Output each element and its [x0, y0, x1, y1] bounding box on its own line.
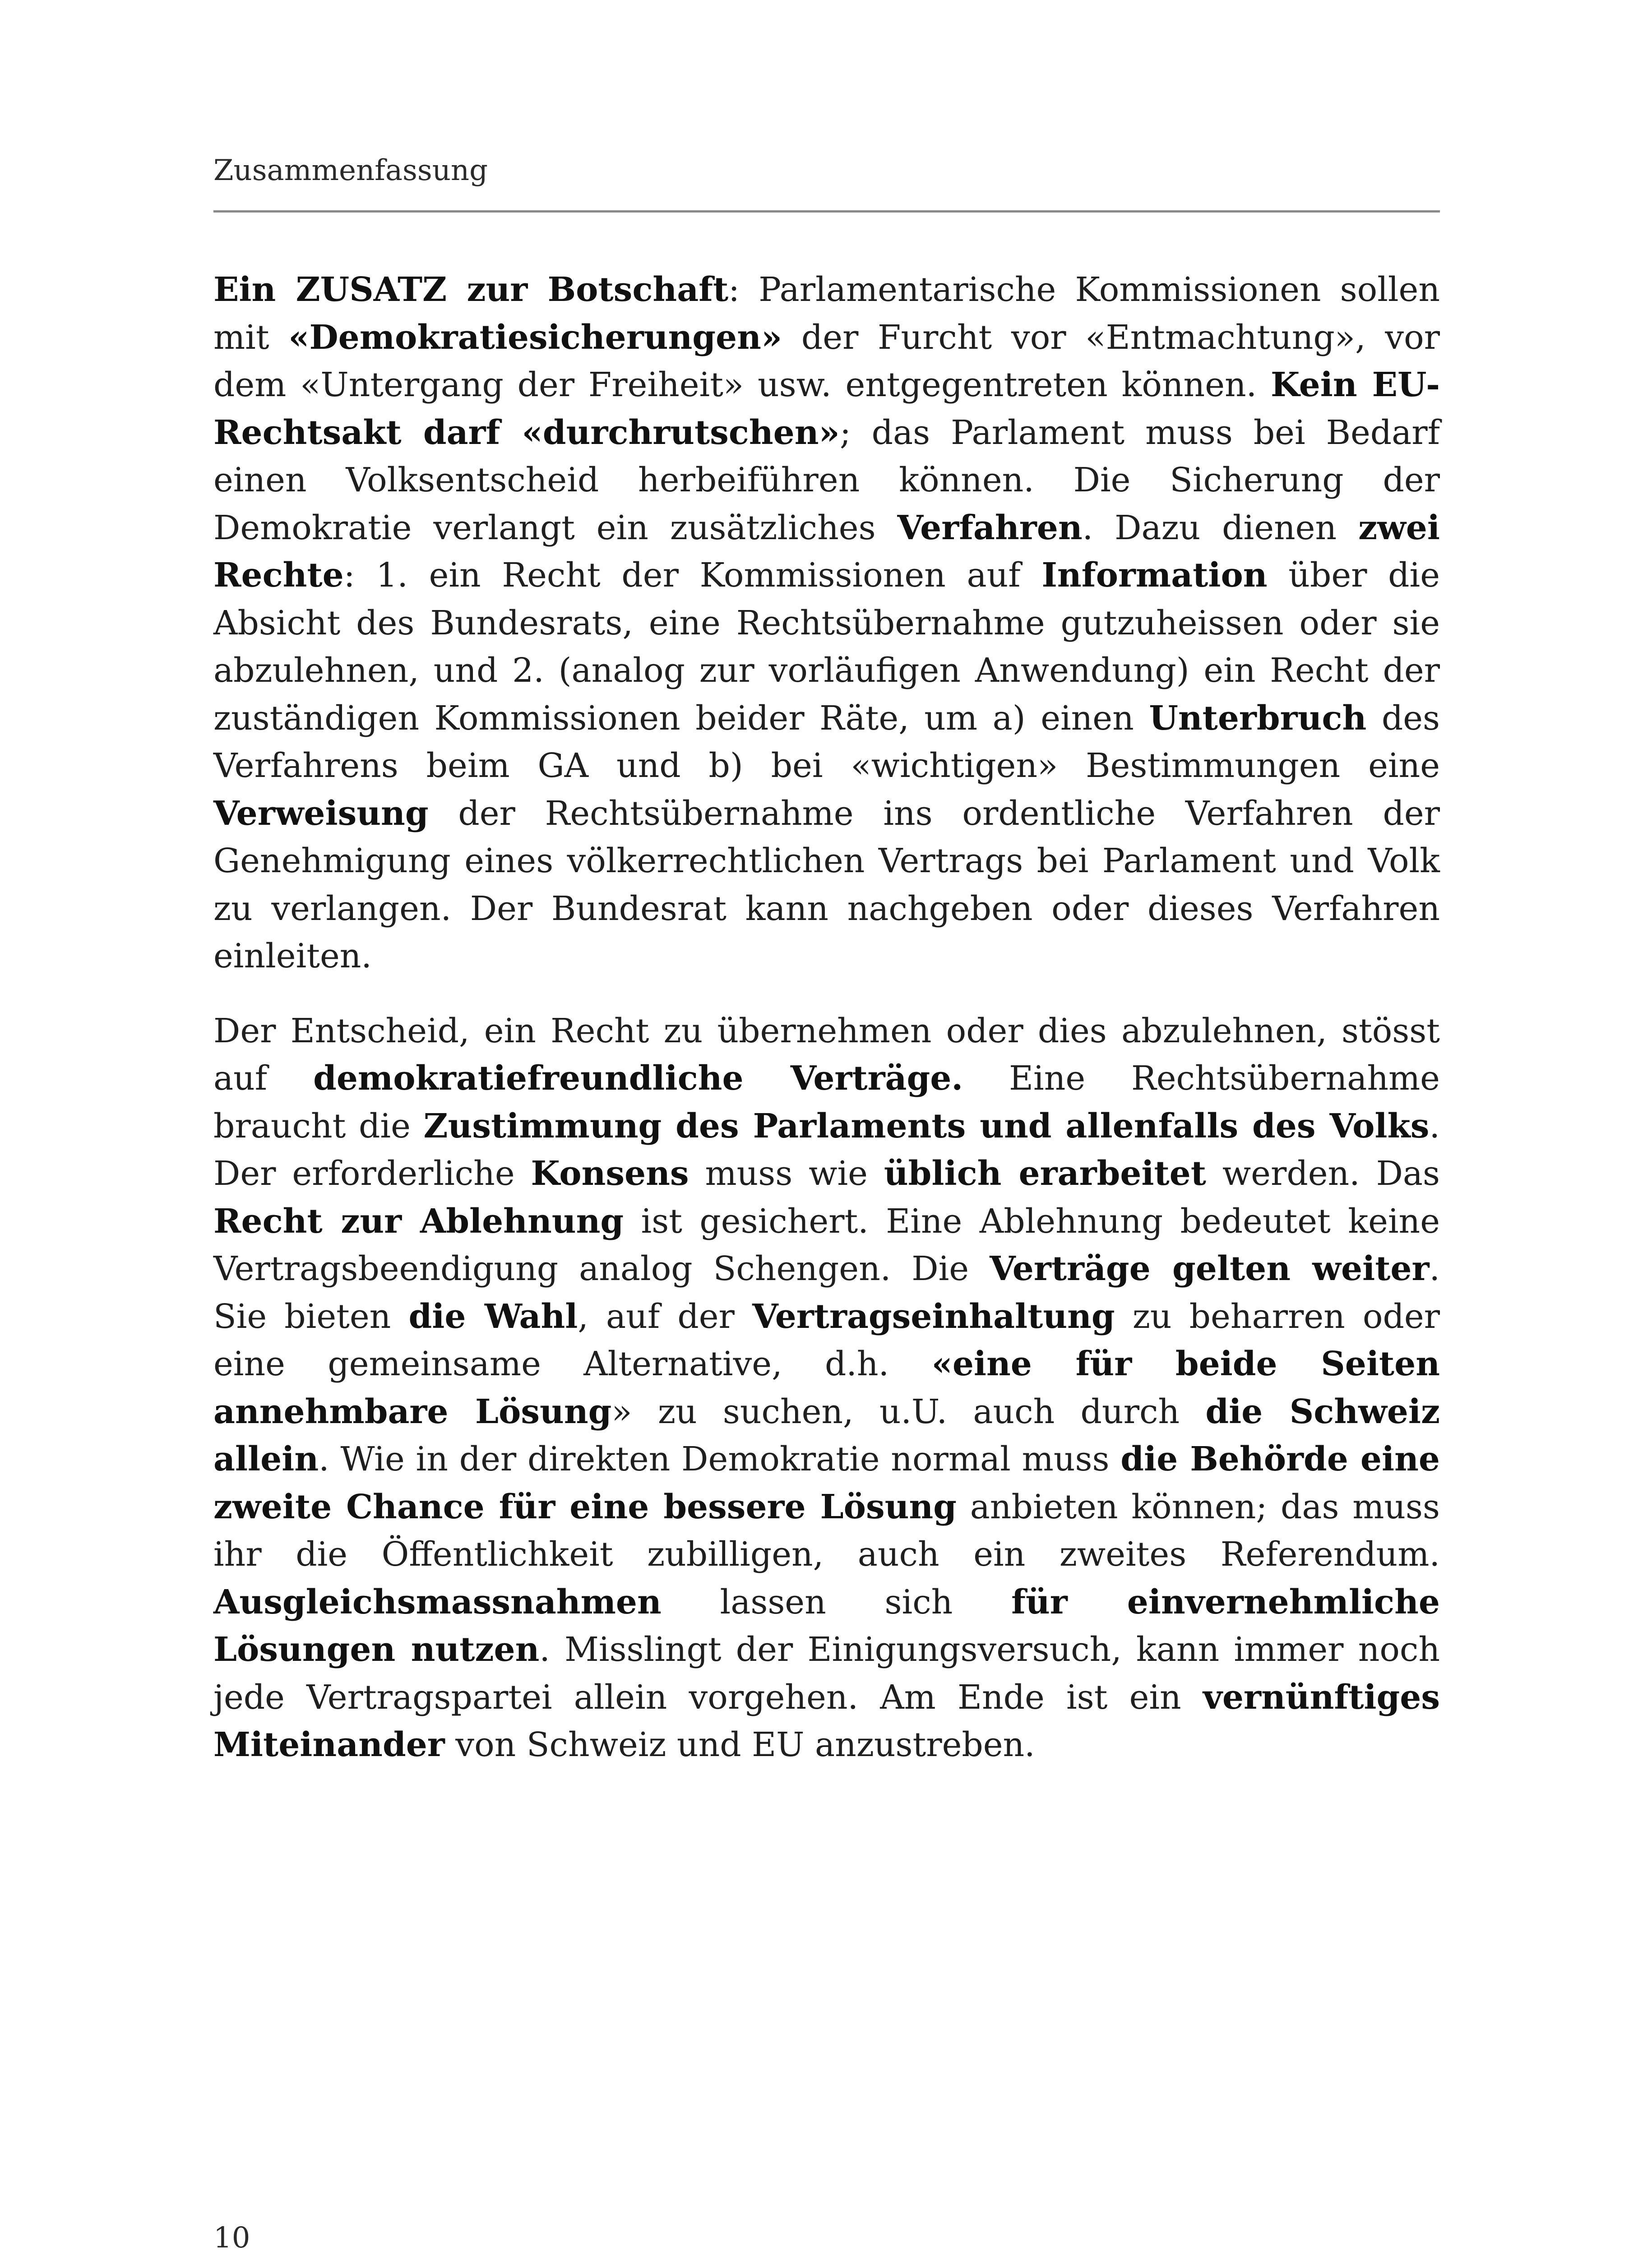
bold-text-run: üblich erarbeitet	[884, 1154, 1206, 1193]
text-run: muss wie	[689, 1154, 884, 1193]
bold-text-run: Verträge gelten weiter	[990, 1249, 1430, 1288]
paragraph-2	[213, 1008, 1440, 1769]
bold-text-run: für einvernehmliche Lösungen nutzen	[213, 1582, 1440, 1669]
text-run: ; das Parlament muss bei Bedarf einen Volksentscheid herbeiführen können. Die Sicherung der Demokratie verlangt ein zusätzliches	[213, 413, 1440, 547]
bold-text-run: Vertragseinhaltung	[752, 1297, 1115, 1336]
text-run: Eine Rechtsübernahme braucht die	[213, 1059, 1440, 1146]
text-run: . Misslingt der Einigungsversuch, kann immer noch jede Vertragspartei allein vorgehen. Am Ende ist ein	[213, 1630, 1440, 1717]
header-rule	[213, 210, 1440, 213]
bold-text-run: die Behörde eine zweite Chance für eine bessere Lösung	[213, 1440, 1440, 1526]
text-run: werden. Das	[1206, 1154, 1440, 1193]
bold-text-run: Konsens	[531, 1154, 689, 1193]
text-run: . Wie in der direkten Demokratie normal muss	[319, 1440, 1121, 1479]
text-run: : Parlamentarische Kommissionen sollen mit	[213, 270, 1440, 357]
bold-text-run: zwei Rechte	[213, 508, 1440, 595]
bold-text-run: Verweisung	[213, 794, 429, 833]
page-number: 10	[213, 2221, 250, 2255]
body-text	[213, 266, 1440, 1796]
text-run: ist gesichert. Eine Ablehnung bedeutet keine Vertragsbeendigung analog Schengen. Die	[213, 1202, 1440, 1288]
running-header: Zusammenfassung	[213, 154, 488, 187]
bold-text-run: die Schweiz allein	[213, 1392, 1440, 1479]
bold-text-run: Information	[1041, 556, 1268, 595]
text-run: über die Absicht des Bundesrats, eine Rechtsübernahme gutzuheissen oder sie abzulehnen, und 2. (analog zur vorläufigen Anwendung) ein Recht der zuständigen Kommissionen beider Räte, um a) einen	[213, 556, 1440, 738]
text-run: » zu suchen, u.U. auch durch	[611, 1392, 1206, 1431]
bold-text-run: Zustimmung des Parlaments und allenfalls des Volks	[423, 1106, 1430, 1146]
text-run: Der Entscheid, ein Recht zu übernehmen oder dies abzulehnen, stösst auf	[213, 1011, 1440, 1098]
bold-text-run: Ausgleichsmassnahmen	[213, 1582, 662, 1622]
text-run: der Rechtsübernahme ins ordentliche Verfahren der Genehmigung eines völkerrechtlichen Vertrags bei Parlament und Volk zu verlangen. Der Bundesrat kann nachgeben oder dieses Verfahren einleiten.	[213, 794, 1440, 975]
bold-text-run: «Demokratiesicherungen»	[288, 318, 782, 357]
bold-text-run: Unterbruch	[1149, 698, 1367, 738]
bold-text-run: Ein ZUSATZ zur Botschaft	[213, 270, 729, 309]
text-run: . Sie bieten	[213, 1249, 1440, 1336]
text-run: . Dazu dienen	[1082, 508, 1359, 547]
text-run: zu beharren oder eine gemeinsame Alternative, d.h.	[213, 1297, 1440, 1383]
text-run: . Der erforderliche	[213, 1106, 1440, 1193]
paragraph-1	[213, 266, 1440, 980]
text-run: , auf der	[578, 1297, 753, 1336]
text-run: anbieten können; das muss ihr die Öffentlichkeit zubilligen, auch ein zweites Referendum.	[213, 1487, 1440, 1574]
bold-text-run: «eine für beide Seiten annehmbare Lösung	[213, 1345, 1440, 1431]
text-run: lassen sich	[661, 1582, 1012, 1622]
bold-text-run: vernünftiges Miteinander	[213, 1678, 1440, 1764]
bold-text-run: Kein EU-Rechtsakt darf «durchrutschen»	[213, 365, 1440, 452]
bold-text-run: demokratiefreundliche Verträge.	[313, 1059, 963, 1098]
text-run: der Furcht vor «Entmachtung», vor dem «Untergang der Freiheit» usw. entgegentreten können.	[213, 318, 1440, 404]
text-run: des Verfahrens beim GA und b) bei «wichtigen» Bestimmungen eine	[213, 698, 1440, 785]
bold-text-run: Verfahren	[897, 508, 1083, 547]
bold-text-run: Recht zur Ablehnung	[213, 1202, 624, 1241]
text-run: : 1. ein Recht der Kommissionen auf	[343, 556, 1042, 595]
text-run: von Schweiz und EU anzustreben.	[444, 1725, 1035, 1764]
bold-text-run: die Wahl	[408, 1297, 578, 1336]
